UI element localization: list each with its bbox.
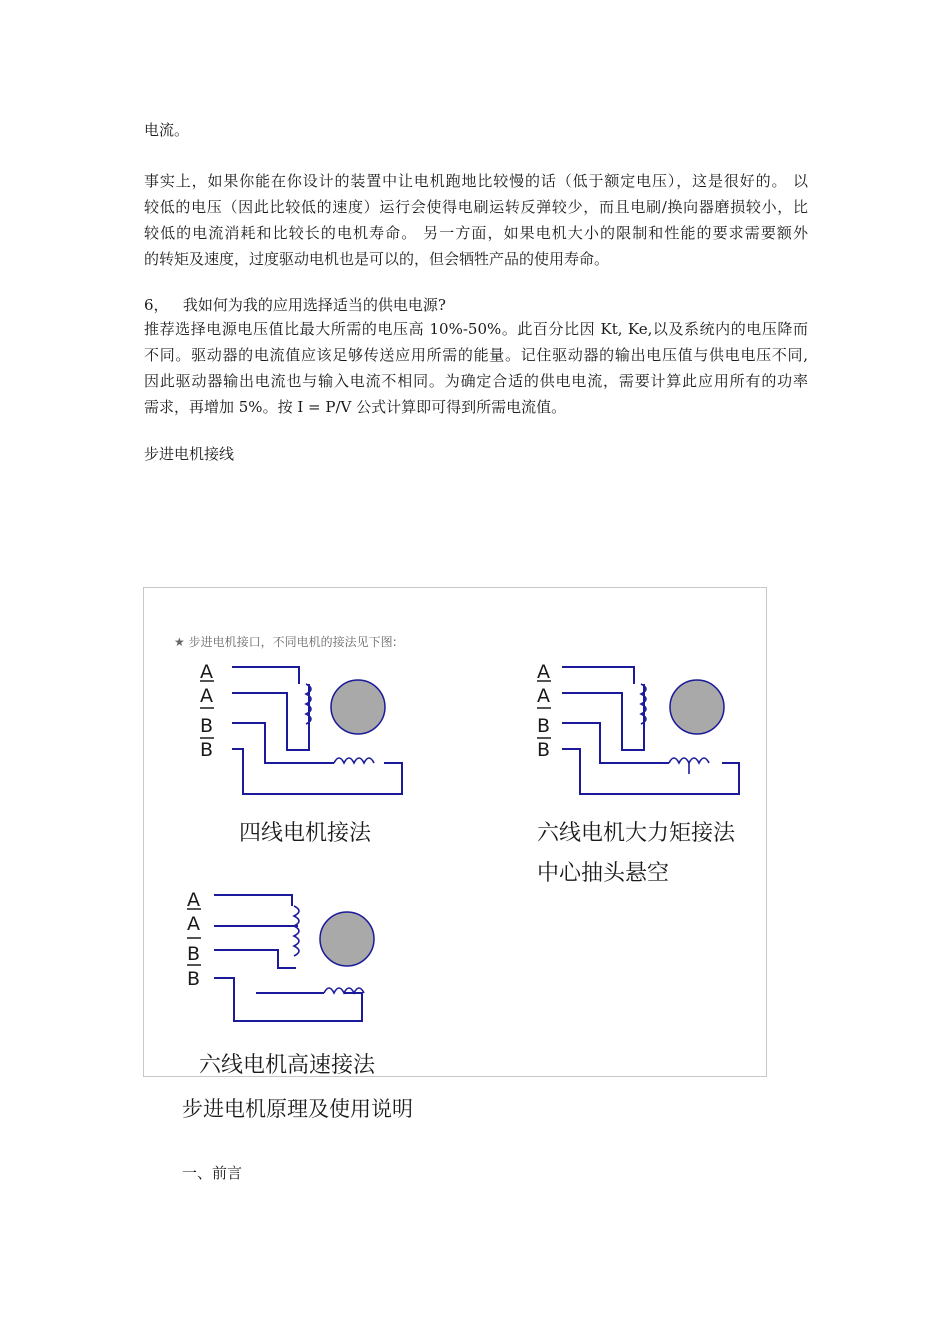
wire-b-bar [232,749,402,794]
rotor [670,680,724,734]
pin-label-a-bar: A [187,913,200,935]
section-heading: 一、前言 [182,1164,243,1182]
document-title: 步进电机原理及使用说明 [182,1097,413,1121]
text-line: 因此驱动器输出电流也与输入电流不相同。为确定合适的供电电流，需要计算此应用所有的功率 [144,372,808,390]
pin-label-a: A [200,661,213,683]
text-line: 事实上，如果你能在你设计的装置中让电机跑地比较慢的话（低于额定电压），这是很好的。 以 [144,172,808,190]
pin-label-a-bar: A [537,685,550,707]
paragraph-motor-speed [144,168,808,272]
figure-note: ★ 步进电机接口，不同电机的接法见下图: [174,635,397,649]
rotor [320,912,374,966]
pin-label-a: A [537,661,550,683]
coil-horizontal [334,758,374,763]
wire-b [562,723,669,763]
question-heading [144,292,808,318]
text-line: 步进电机接线 [144,445,235,463]
text-line: 不同。驱动器的电流值应该足够传送应用所需的能量。记住驱动器的输出电压值与供电电压不同, [144,346,808,364]
wire-a [232,667,299,684]
pin-label-b-bar: B [537,739,551,761]
diagram-six-wire-torque [537,661,739,886]
text-line: 较低的电压（因此比较低的速度）运行会使得电刷运转反弹较少，而且电刷/换向器磨损较小，比 [144,198,808,216]
text-line: 需求，再增加 5%。按 I = P/V 公式计算即可得到所需电流值。 [144,398,567,416]
text-line: 较低的电流消耗和比较长的电机寿命。 另一方面，如果电机大小的限制和性能的要求需要额外 [144,224,808,242]
wire-a-bar [562,684,644,750]
text-line: 6， 我如何为我的应用选择适当的供电电源? [144,296,446,314]
pin-label-b: B [200,715,214,737]
wire-b-bar [562,749,739,794]
diagram-four-wire [200,661,402,846]
wire-a-bar [232,684,309,750]
caption-six-wire-speed: 六线电机高速接法 [199,1053,376,1076]
wire-b-bar [214,978,362,1021]
pin-label-b-bar: B [200,739,214,761]
text-line: 推荐选择电源电压值比最大所需的电压高 10%-50%。此百分比因 Kt, Ke,以及系统内的电压降而 [144,320,808,338]
pin-label-a-bar: A [200,685,213,707]
wiring-diagram-figure [143,587,767,1077]
intro-fragment [144,117,808,143]
text-line: 电流。 [144,121,190,139]
caption-center-tap: 中心抽头悬空 [537,861,670,886]
pin-label-b: B [187,943,201,965]
wiring-diagram-svg [144,588,766,1076]
wire-a [562,667,634,684]
text-line: 的转矩及速度，过度驱动电机也是可以的，但会牺牲产品的使用寿命。 [144,250,610,268]
wire-b [214,950,296,968]
rotor [331,680,385,734]
pin-label-b-bar: B [187,968,201,990]
pin-label-a: A [187,889,200,911]
caption-six-wire-torque: 六线电机大力矩接法 [537,821,736,846]
paragraph-power-supply [144,316,808,420]
pin-label-b: B [537,715,551,737]
wiring-heading [144,441,808,467]
wire-a [214,895,292,906]
coil-horizontal [669,758,709,763]
coil-vertical [294,906,299,956]
diagram-six-wire-speed [187,889,376,1076]
wire-b [232,723,334,763]
caption-four-wire: 四线电机接法 [239,821,372,846]
